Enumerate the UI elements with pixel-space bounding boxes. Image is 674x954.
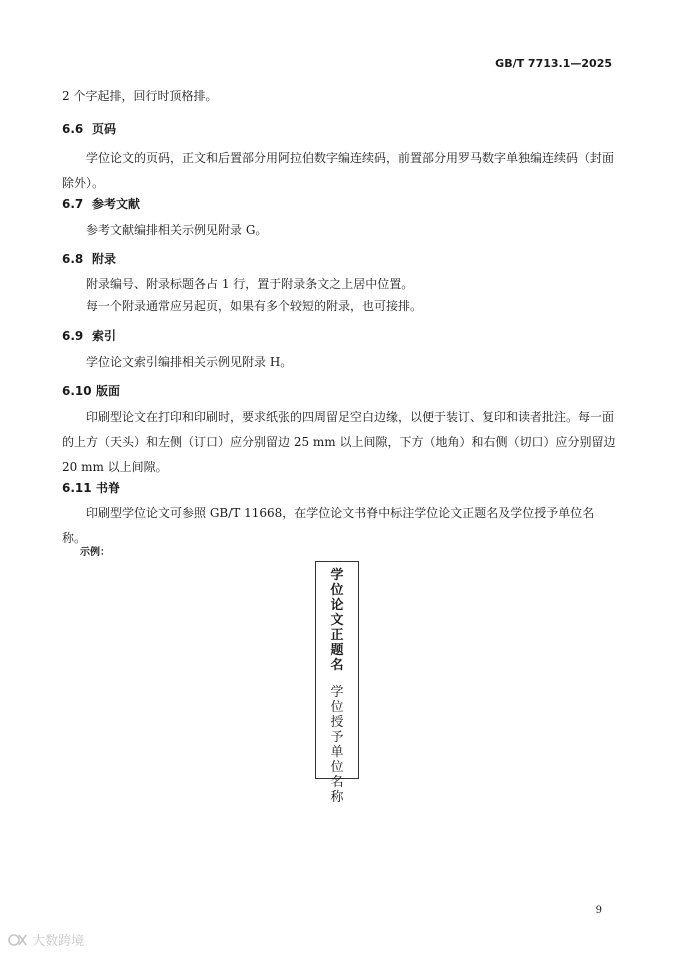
section-title: 页码 xyxy=(92,122,117,136)
section-number: 6.6 xyxy=(62,122,84,136)
example-label: 示例： xyxy=(80,547,110,558)
paragraph-appendix-2: 每一个附录通常应另起页，如果有多个较短的附录，也可接排。 xyxy=(86,299,423,313)
page-number: 9 xyxy=(595,905,602,916)
section-heading-6-10 xyxy=(62,382,120,399)
standard-number: GB/T 7713.1—2025 xyxy=(495,57,612,70)
paragraph-continued: 2 个字起排，回行时顶格排。 xyxy=(62,89,218,103)
section-title: 版面 xyxy=(96,384,121,398)
section-title: 索引 xyxy=(92,329,117,343)
section-title: 参考文献 xyxy=(92,197,141,211)
section-title: 书脊 xyxy=(96,481,121,495)
section-number: 6.11 xyxy=(62,481,92,495)
section-title: 附录 xyxy=(92,252,117,266)
section-heading-6-7 xyxy=(62,195,140,212)
section-heading-6-8 xyxy=(62,250,116,267)
spine-example-box xyxy=(315,561,359,805)
paragraph-page-numbering: 学位论文的页码，正文和后置部分用阿拉伯数字编连续码，前置部分用罗马数字单独编连续码（封面除外）。 xyxy=(62,151,615,190)
paragraph-references: 参考文献编排相关示例见附录 G。 xyxy=(86,223,268,237)
section-number: 6.9 xyxy=(62,329,84,343)
paragraph-appendix-1: 附录编号、附录标题各占 1 行，置于附录条文之上居中位置。 xyxy=(86,277,414,291)
watermark-logo xyxy=(8,930,84,949)
watermark-icon xyxy=(8,933,28,947)
section-heading-6-6 xyxy=(62,120,116,137)
paragraph-layout: 印刷型论文在打印和印刷时，要求纸张的四周留足空白边缘，以便于装订、复印和读者批注。每一面的上方（天头）和左侧（订口）应分别留边 25 mm 以上间隙，下方（地角）和右侧（切口）应分别留边 20 mm 以上间隙。 xyxy=(62,410,616,474)
spine-title: 学位论文正题名 xyxy=(330,568,344,673)
paragraph-index: 学位论文索引编排相关示例见附录 H。 xyxy=(86,355,293,369)
paragraph-spine: 印刷型学位论文可参照 GB/T 11668，在学位论文书脊中标注学位论文正题名及学位授予单位名称。 xyxy=(62,506,595,545)
section-number: 6.7 xyxy=(62,197,84,211)
watermark-text: 大数跨境 xyxy=(32,934,85,949)
section-heading-6-9 xyxy=(62,327,116,344)
section-heading-6-11 xyxy=(62,479,120,496)
section-number: 6.8 xyxy=(62,252,84,266)
section-number: 6.10 xyxy=(62,384,92,398)
spine-unit: 学位授予单位名称 xyxy=(330,685,344,805)
